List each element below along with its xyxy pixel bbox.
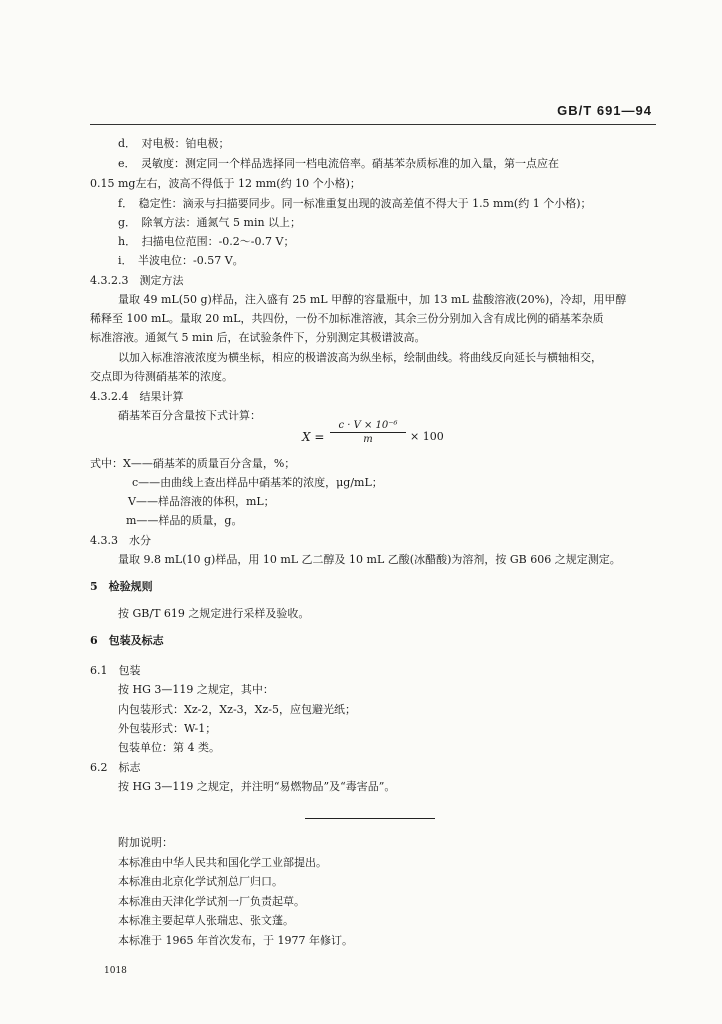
section-heading-4324: 4.3.2.4 结果计算 — [90, 390, 184, 403]
paragraph-line: 量取 49 mL(50 g)样品，注入盛有 25 mL 甲醇的容量瓶中，加 13 mL 盐酸溶液(20%)，冷却，用甲醇 — [118, 293, 627, 306]
page-header: GB/T 691—94 — [557, 103, 652, 118]
where-line: c——由曲线上查出样品中硝基苯的浓度，μg/mL； — [132, 476, 383, 489]
formula-intro: 硝基苯百分含量按下式计算： — [118, 409, 261, 422]
where-line: m——样品的质量，g。 — [126, 514, 243, 527]
formula-numerator: c · V × 10⁻⁶ — [330, 420, 406, 433]
where-line: V——样品溶液的体积，mL； — [128, 495, 275, 508]
note-line: 本标准由中华人民共和国化学工业部提出。 — [118, 856, 327, 869]
section-heading-61: 6.1 包装 — [90, 664, 141, 677]
note-line: 本标准主要起草人张瑞忠、张文蓬。 — [118, 914, 294, 927]
note-line: 本标准由天津化学试剂一厂负责起草。 — [118, 895, 305, 908]
note-line: 本标准于 1965 年首次发布，于 1977 年修订。 — [118, 934, 353, 947]
paragraph-line: 量取 9.8 mL(10 g)样品，用 10 mL 乙二醇及 10 mL 乙酸(冰醋酸)为溶剂，按 GB 606 之规定测定。 — [118, 553, 621, 566]
page-number: 1018 — [104, 966, 127, 976]
item-f: f． 稳定性：滴汞与扫描要同步。同一标准重复出现的波高差值不得大于 1.5 mm(约 1 个小格)； — [118, 197, 592, 210]
paragraph-line: 标准溶液。通氮气 5 min 后，在试验条件下，分别测定其极谱波高。 — [90, 331, 426, 344]
section-heading-62: 6.2 标志 — [90, 761, 141, 774]
item-e-line2: 0.15 mg左右，波高不得低于 12 mm(约 10 个小格)； — [90, 177, 361, 190]
paragraph-line: 包装单位：第 4 类。 — [118, 741, 220, 754]
item-d: d． 对电极：铂电极； — [118, 137, 230, 150]
section-heading-4323: 4.3.2.3 测定方法 — [90, 274, 184, 287]
item-i: i． 半波电位：-0.57 V。 — [118, 254, 244, 267]
paragraph-line: 外包装形式：W-1； — [118, 722, 217, 735]
header-rule — [90, 124, 656, 125]
paragraph-line: 按 HG 3—119 之规定，其中： — [118, 683, 274, 696]
item-e-line1: e． 灵敏度：测定同一个样品选择同一档电流倍率。硝基苯杂质标准的加入量，第一点应在 — [118, 157, 560, 170]
section-heading-433: 4.3.3 水分 — [90, 534, 151, 547]
paragraph-line: 稀释至 100 mL。量取 20 mL，共四份，一份不加标准溶液，其余三份分别加入含有成比例的硝基苯杂质 — [90, 312, 604, 325]
paragraph-line: 内包装形式：Xz-2，Xz-3，Xz-5，应包避光纸； — [118, 703, 357, 716]
paragraph-line: 按 GB/T 619 之规定进行采样及验收。 — [118, 607, 310, 620]
formula-denominator: m — [363, 434, 373, 445]
formula-lhs: X = — [302, 430, 325, 444]
section-heading-5: 5 检验规则 — [90, 580, 153, 593]
paragraph-line: 以加入标准溶液浓度为横坐标，相应的极谱波高为纵坐标，绘制曲线。将曲线反向延长与横轴相交， — [118, 351, 602, 364]
paragraph-line: 按 HG 3—119 之规定，并注明“易燃物品”及“毒害品”。 — [118, 780, 396, 793]
formula-factor: × 100 — [410, 430, 444, 443]
notes-title: 附加说明： — [118, 836, 173, 849]
note-line: 本标准由北京化学试剂总厂归口。 — [118, 875, 283, 888]
formula-fraction — [330, 420, 406, 445]
separator-rule — [305, 818, 435, 819]
item-h: h． 扫描电位范围：-0.2～-0.7 V； — [118, 235, 295, 248]
where-line: 式中：X——硝基苯的质量百分含量，%； — [90, 457, 296, 470]
item-g: g． 除氧方法：通氮气 5 min 以上； — [118, 216, 302, 229]
section-heading-6: 6 包装及标志 — [90, 634, 164, 647]
paragraph-line: 交点即为待测硝基苯的浓度。 — [90, 370, 233, 383]
